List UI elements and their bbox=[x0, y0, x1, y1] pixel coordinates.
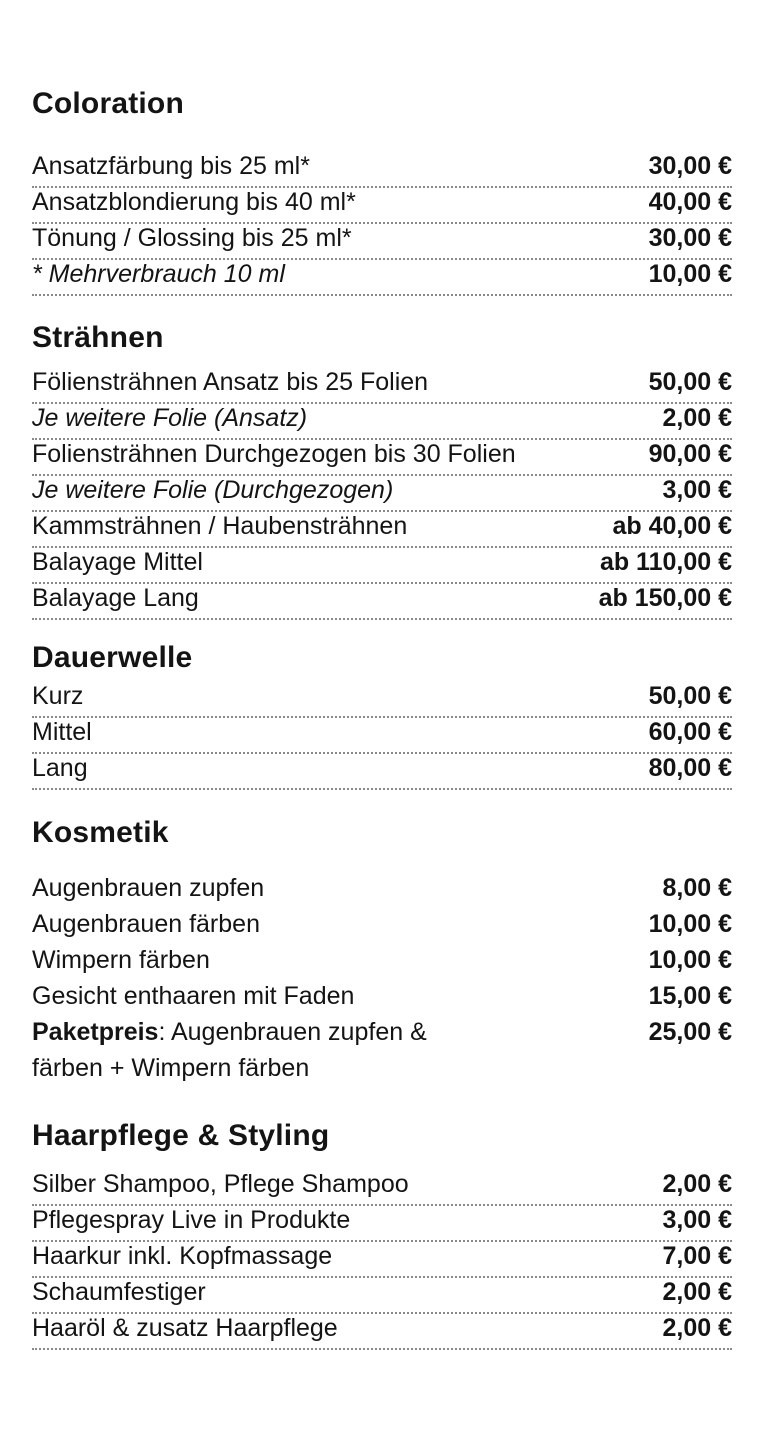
price-row bbox=[32, 258, 732, 296]
price-row bbox=[32, 680, 732, 718]
service-price: 40,00 € bbox=[648, 188, 732, 216]
price-row bbox=[32, 1168, 732, 1206]
service-label: Ansatzfärbung bis 25 ml* bbox=[32, 152, 310, 180]
price-row bbox=[32, 1312, 732, 1350]
service-price: 10,00 € bbox=[648, 260, 732, 288]
service-label: Je weitere Folie (Durchgezogen) bbox=[32, 476, 394, 504]
service-label: Foliensträhnen Durchgezogen bis 30 Folien bbox=[32, 440, 516, 468]
service-price: ab 150,00 € bbox=[598, 584, 732, 612]
service-price: 10,00 € bbox=[648, 910, 732, 938]
service-label: Je weitere Folie (Ansatz) bbox=[32, 404, 308, 432]
package-price: 25,00 € bbox=[648, 1018, 732, 1046]
service-label: Föliensträhnen Ansatz bis 25 Folien bbox=[32, 368, 429, 396]
service-label: Lang bbox=[32, 754, 88, 782]
price-row bbox=[32, 186, 732, 224]
service-label: Gesicht enthaaren mit Faden bbox=[32, 982, 355, 1010]
price-row bbox=[32, 1204, 732, 1242]
service-price: 15,00 € bbox=[648, 982, 732, 1010]
service-label: Tönung / Glossing bis 25 ml* bbox=[32, 224, 352, 252]
service-label: Kammsträhnen / Haubensträhnen bbox=[32, 512, 408, 540]
service-price: 3,00 € bbox=[662, 476, 732, 504]
package-label bbox=[32, 1016, 427, 1048]
price-row bbox=[32, 908, 732, 944]
service-label: Silber Shampoo, Pflege Shampoo bbox=[32, 1170, 409, 1198]
service-price: 30,00 € bbox=[648, 152, 732, 180]
service-label: Haaröl & zusatz Haarpflege bbox=[32, 1314, 338, 1342]
service-label: Haarkur inkl. Kopfmassage bbox=[32, 1242, 333, 1270]
service-price: 30,00 € bbox=[648, 224, 732, 252]
service-label: Ansatzblondierung bis 40 ml* bbox=[32, 188, 356, 216]
price-row bbox=[32, 582, 732, 620]
service-price: 10,00 € bbox=[648, 946, 732, 974]
price-row bbox=[32, 474, 732, 512]
section-heading: Coloration bbox=[32, 87, 184, 120]
service-price: 80,00 € bbox=[648, 754, 732, 782]
service-price: 2,00 € bbox=[662, 1314, 732, 1342]
section-heading: Kosmetik bbox=[32, 816, 169, 849]
price-row bbox=[32, 222, 732, 260]
service-label: Wimpern färben bbox=[32, 946, 210, 974]
service-price: ab 110,00 € bbox=[599, 548, 732, 576]
price-row bbox=[32, 546, 732, 584]
service-label: Kurz bbox=[32, 682, 84, 710]
section-heading: Haarpflege & Styling bbox=[32, 1119, 330, 1152]
service-label: Balayage Lang bbox=[32, 584, 199, 612]
service-price: 60,00 € bbox=[648, 718, 732, 746]
service-price: 8,00 € bbox=[662, 874, 732, 902]
package-line2: färben + Wimpern färben bbox=[32, 1054, 310, 1082]
service-price: 3,00 € bbox=[662, 1206, 732, 1234]
service-label: Augenbrauen zupfen bbox=[32, 874, 265, 902]
service-price: ab 40,00 € bbox=[612, 512, 732, 540]
service-label: Balayage Mittel bbox=[32, 548, 203, 576]
service-label: Mittel bbox=[32, 718, 92, 746]
price-row bbox=[32, 366, 732, 404]
price-row bbox=[32, 1276, 732, 1314]
price-row bbox=[32, 402, 732, 440]
package-title: Paketpreis bbox=[32, 1018, 159, 1046]
price-row bbox=[32, 1240, 732, 1278]
service-label: * Mehrverbrauch 10 ml bbox=[32, 260, 285, 288]
price-row bbox=[32, 150, 732, 188]
price-row bbox=[32, 438, 732, 476]
package-line1: : Augenbrauen zupfen & bbox=[158, 1018, 427, 1046]
service-label: Schaumfestiger bbox=[32, 1278, 206, 1306]
price-row bbox=[32, 752, 732, 790]
service-price: 90,00 € bbox=[648, 440, 732, 468]
section-heading: Strähnen bbox=[32, 321, 164, 354]
price-row bbox=[32, 716, 732, 754]
service-label: Augenbrauen färben bbox=[32, 910, 260, 938]
price-row bbox=[32, 872, 732, 908]
price-row bbox=[32, 510, 732, 548]
service-label: Pflegespray Live in Produkte bbox=[32, 1206, 351, 1234]
section-heading: Dauerwelle bbox=[32, 641, 193, 674]
service-price: 50,00 € bbox=[648, 368, 732, 396]
price-row bbox=[32, 980, 732, 1016]
service-price: 2,00 € bbox=[662, 404, 732, 432]
service-price: 7,00 € bbox=[662, 1242, 732, 1270]
service-price: 50,00 € bbox=[648, 682, 732, 710]
service-price: 2,00 € bbox=[662, 1170, 732, 1198]
service-price: 2,00 € bbox=[662, 1278, 732, 1306]
package-price-row bbox=[32, 1016, 732, 1088]
price-row bbox=[32, 944, 732, 980]
